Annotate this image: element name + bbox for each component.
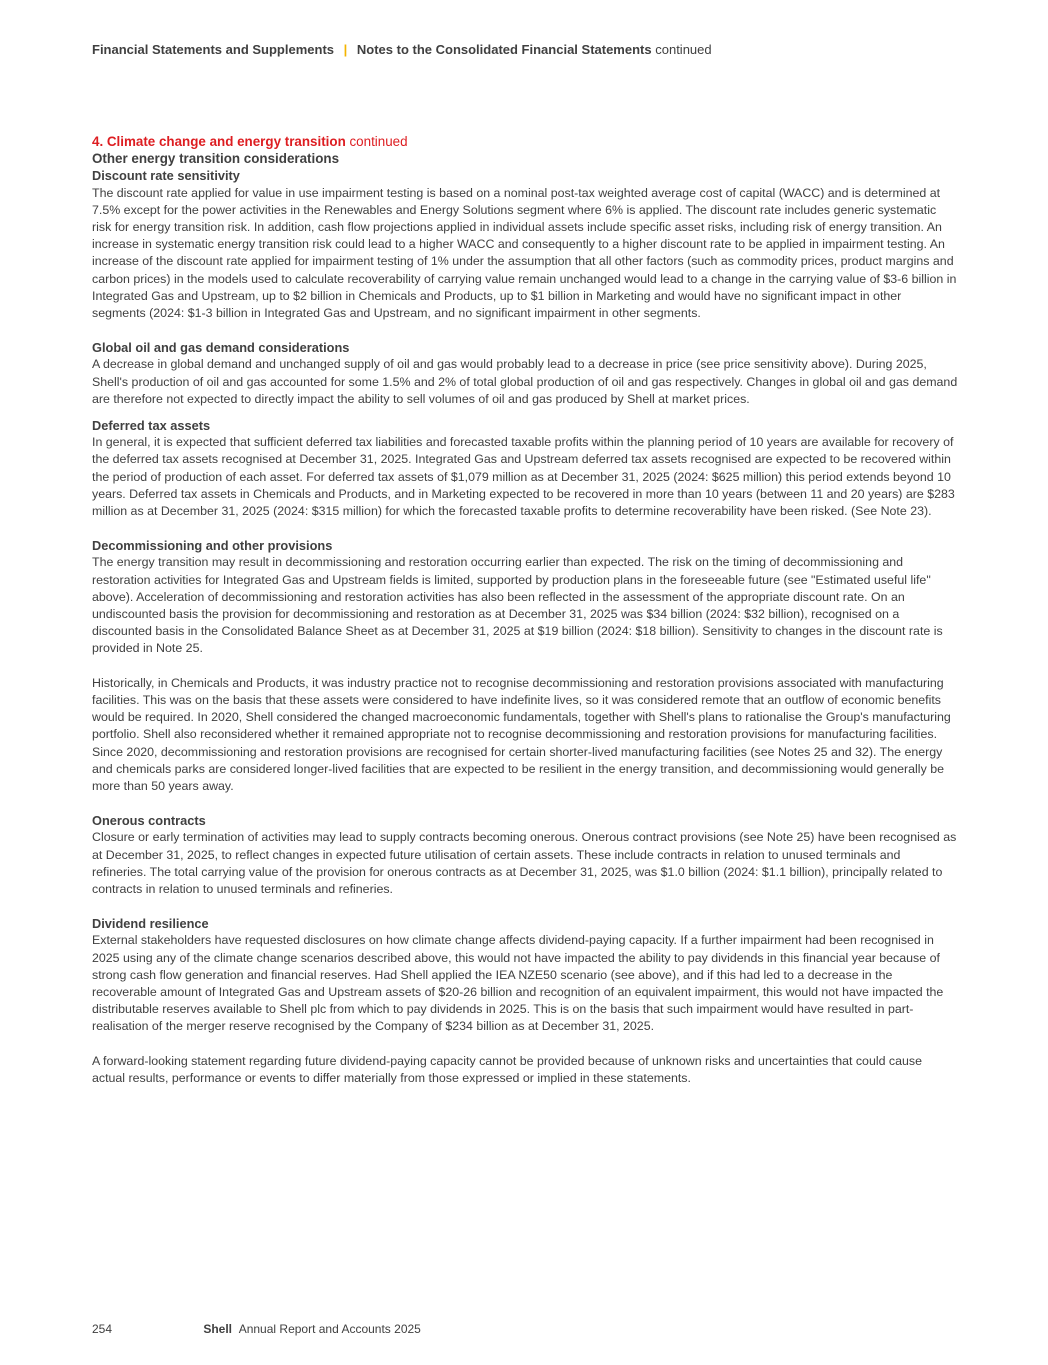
header-section: Financial Statements and Supplements	[92, 42, 334, 57]
section-onerous-contracts	[92, 812, 958, 898]
section-subheading: Other energy transition considerations	[92, 151, 340, 167]
section-title: Onerous contracts	[92, 813, 206, 829]
section-decommissioning	[92, 537, 958, 795]
paragraph: The energy transition may result in decommissioning and restoration occurring earlier than expected. The risk on the timing of decommissioning and restoration activities for Integrated Gas and Upstream fields is limited, supported by production plans in the foreseeable future (see "Estimated useful life" above). Acceleration of decommissioning and restoration activities has also been reflected in the assessment of the appropriate discount rate. On an undiscounted basis the provision for decommissioning and restoration as at December 31, 2025 was $34 billion (2024: $32 billion), recognised on a discounted basis in the Consolidated Balance Sheet as at December 31, 2025 at $19 billion (2024: $18 billion). Sensitivity to changes in the discount rate is provided in Note 25.	[92, 555, 943, 656]
paragraph: A forward-looking statement regarding future dividend-paying capacity cannot be provided because of unknown risks and uncertainties that could cause actual results, performance or events to differ materially from those expressed or implied in these statements.	[92, 1053, 922, 1085]
note-heading	[92, 133, 958, 150]
page-footer	[92, 1322, 421, 1336]
note-title: 4. Climate change and energy transition	[92, 134, 346, 149]
section-global-demand	[92, 339, 958, 408]
note-continued: continued	[349, 134, 408, 149]
section-title: Discount rate sensitivity	[92, 168, 240, 184]
footer-brand: Shell	[203, 1322, 233, 1336]
footer-publication: Annual Report and Accounts 2025	[238, 1322, 421, 1336]
section-title: Deferred tax assets	[92, 418, 211, 434]
running-header	[92, 42, 712, 57]
section-title: Global oil and gas demand considerations	[92, 340, 350, 356]
header-separator: |	[343, 42, 348, 57]
section-title: Dividend resilience	[92, 916, 209, 932]
paragraph: Closure or early termination of activities may lead to supply contracts becoming onerous. Onerous contract provisions (see Note 25) have been recognised as at December 31, 2025, to reflect changes in expected future utilisation of certain assets. These include contracts in relation to unused terminals and refineries. The total carrying value of the provision for onerous contracts as at December 31, 2025, was $1.0 billion (2024: $1.1 billion), principally related to contracts in relation to unused terminals and refineries.	[92, 830, 957, 896]
note-body	[92, 133, 958, 1087]
paragraph: Historically, in Chemicals and Products, it was industry practice not to recognise decommissioning and restoration provisions associated with manufacturing facilities. This was on the basis that these assets were considered to have indefinite lives, so it was considered remote that an outflow of economic benefits would be required. In 2020, Shell considered the changed macroeconomic fundamentals, together with Shell's plans to rationalise the Group's manufacturing portfolio. Shell also reconsidered whether it remained appropriate not to recognise decommissioning and restoration provisions for manufacturing facilities. Since 2020, decommissioning and restoration provisions are recognised for certain shorter-lived manufacturing facilities (see Notes 25 and 32). The energy and chemicals parks are considered longer-lived facilities that are expected to be resilient in the energy transition, and decommissioning would generally be more than 50 years away.	[92, 675, 951, 793]
paragraph: In general, it is expected that sufficient deferred tax liabilities and forecasted taxable profits within the planning period of 10 years are available for recovery of the deferred tax assets recognised at December 31, 2025. Integrated Gas and Upstream deferred tax assets recognised are expected to be recovered within the period of production of each asset. For deferred tax assets of $1,079 million as at December 31, 2025 (2024: $625 million) this period extends beyond 10 years. Deferred tax assets in Chemicals and Products, and in Marketing expected to be recovered in more than 10 years (between 11 and 20 years) are $283 million as at December 31, 2025 (2024: $315 million) for which the forecasted taxable profits to determine recoverability have been risked. (See Note 23).	[92, 435, 955, 519]
section-title: Decommissioning and other provisions	[92, 538, 333, 554]
section-dividend-resilience	[92, 915, 958, 1087]
page-number: 254	[92, 1322, 113, 1336]
header-subsection: Notes to the Consolidated Financial Statements	[356, 42, 652, 57]
paragraph: The discount rate applied for value in use impairment testing is based on a nominal post-tax weighted average cost of capital (WACC) and is determined at 7.5% except for the power activities in the Renewables and Energy Solutions segment where 6% is applied. The discount rate includes generic systematic risk for energy transition risk. In addition, cash flow projections applied in individual assets include specific asset risks, including risk of energy transition. An increase in systematic energy transition risk could lead to a higher WACC and consequently to a higher discount rate to be applied in impairment testing. An increase of the discount rate applied for impairment testing of 1% under the assumption that all other factors (such as commodity prices, product margins and carbon prices) in the models used to calculate recoverability of carrying value remain unchanged would lead to a change in the carrying value of $3-6 billion in Integrated Gas and Upstream, up to $2 billion in Chemicals and Products, up to $1 billion in Marketing and would have no significant impact in other segments (2024: $1-3 billion in Integrated Gas and Upstream, and no significant impairment in other segments.	[92, 185, 957, 321]
section-discount-rate	[92, 167, 958, 322]
header-continued: continued	[655, 42, 712, 57]
section-deferred-tax	[92, 417, 958, 520]
paragraph: External stakeholders have requested disclosures on how climate change affects dividend-paying capacity. If a further impairment had been recognised in 2025 using any of the climate change scenarios described above, this would not have impacted the ability to pay dividends in this financial year because of strong cash flow generation and financial reserves. Had Shell applied the IEA NZE50 scenario (see above), and if this had led to a decrease in the recoverable amount of Integrated Gas and Upstream assets of $20-26 billion and recognition of an equivalent impairment, this would not have impacted the distributable reserves available to Shell plc from which to pay dividends in 2025. This is on the basis that such impairment would have resulted in part-realisation of the merger reserve recognised by the Company of $234 billion as at December 31, 2025.	[92, 933, 944, 1034]
paragraph: A decrease in global demand and unchanged supply of oil and gas would probably lead to a decrease in price (see price sensitivity above). During 2025, Shell's production of oil and gas accounted for some 1.5% and 2% of total global production of oil and gas respectively. Changes in global oil and gas demand are therefore not expected to directly impact the ability to sell volumes of oil and gas produced by Shell at market prices.	[92, 357, 958, 406]
